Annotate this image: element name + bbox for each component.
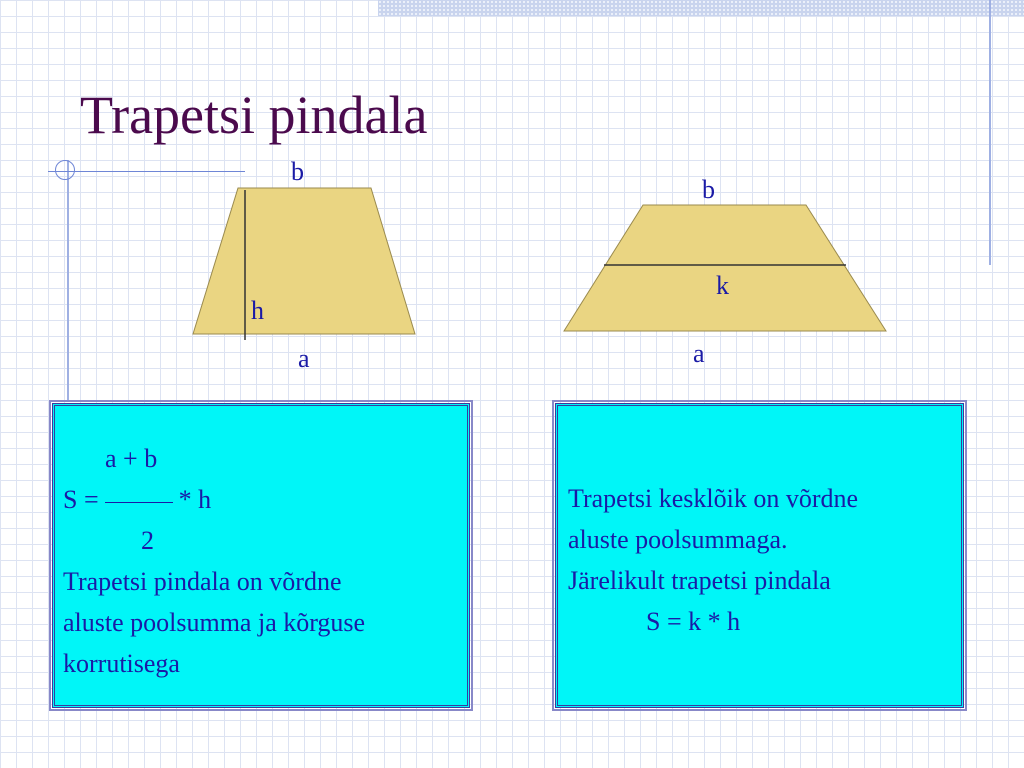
label-a-right: a xyxy=(693,339,705,368)
formula-numerator: a + b xyxy=(105,444,158,473)
explanation-box-right xyxy=(555,403,964,708)
formula-times-h: * h xyxy=(178,485,212,514)
label-h: h xyxy=(251,296,264,325)
formula-s-equals-k-h: S = k * h xyxy=(646,607,741,636)
formula-denominator: 2 xyxy=(141,526,154,555)
slide-title: Trapetsi pindala xyxy=(80,85,428,145)
label-a-left: a xyxy=(298,344,310,373)
text-line: aluste poolsummaga. xyxy=(568,525,788,554)
trapezoid-left-shape xyxy=(193,188,415,334)
formula-line xyxy=(63,479,459,520)
trapezoid-right xyxy=(564,175,886,368)
trapezoid-left xyxy=(193,157,415,373)
text-line: Järelikult trapetsi pindala xyxy=(568,566,831,595)
label-b-left: b xyxy=(291,157,304,186)
text-line: Trapetsi pindala on võrdne xyxy=(63,567,342,596)
trapezoid-right-shape xyxy=(564,205,886,331)
text-line: Trapetsi kesklõik on võrdne xyxy=(568,484,859,513)
formula-s-equals: S = xyxy=(63,485,99,514)
text-line: aluste poolsumma ja kõrguse xyxy=(63,608,366,637)
label-k: k xyxy=(716,271,729,300)
label-b-right: b xyxy=(702,175,715,204)
formula-box-left xyxy=(52,403,470,708)
text-line: korrutisega xyxy=(63,649,180,678)
fraction-bar xyxy=(105,502,173,503)
